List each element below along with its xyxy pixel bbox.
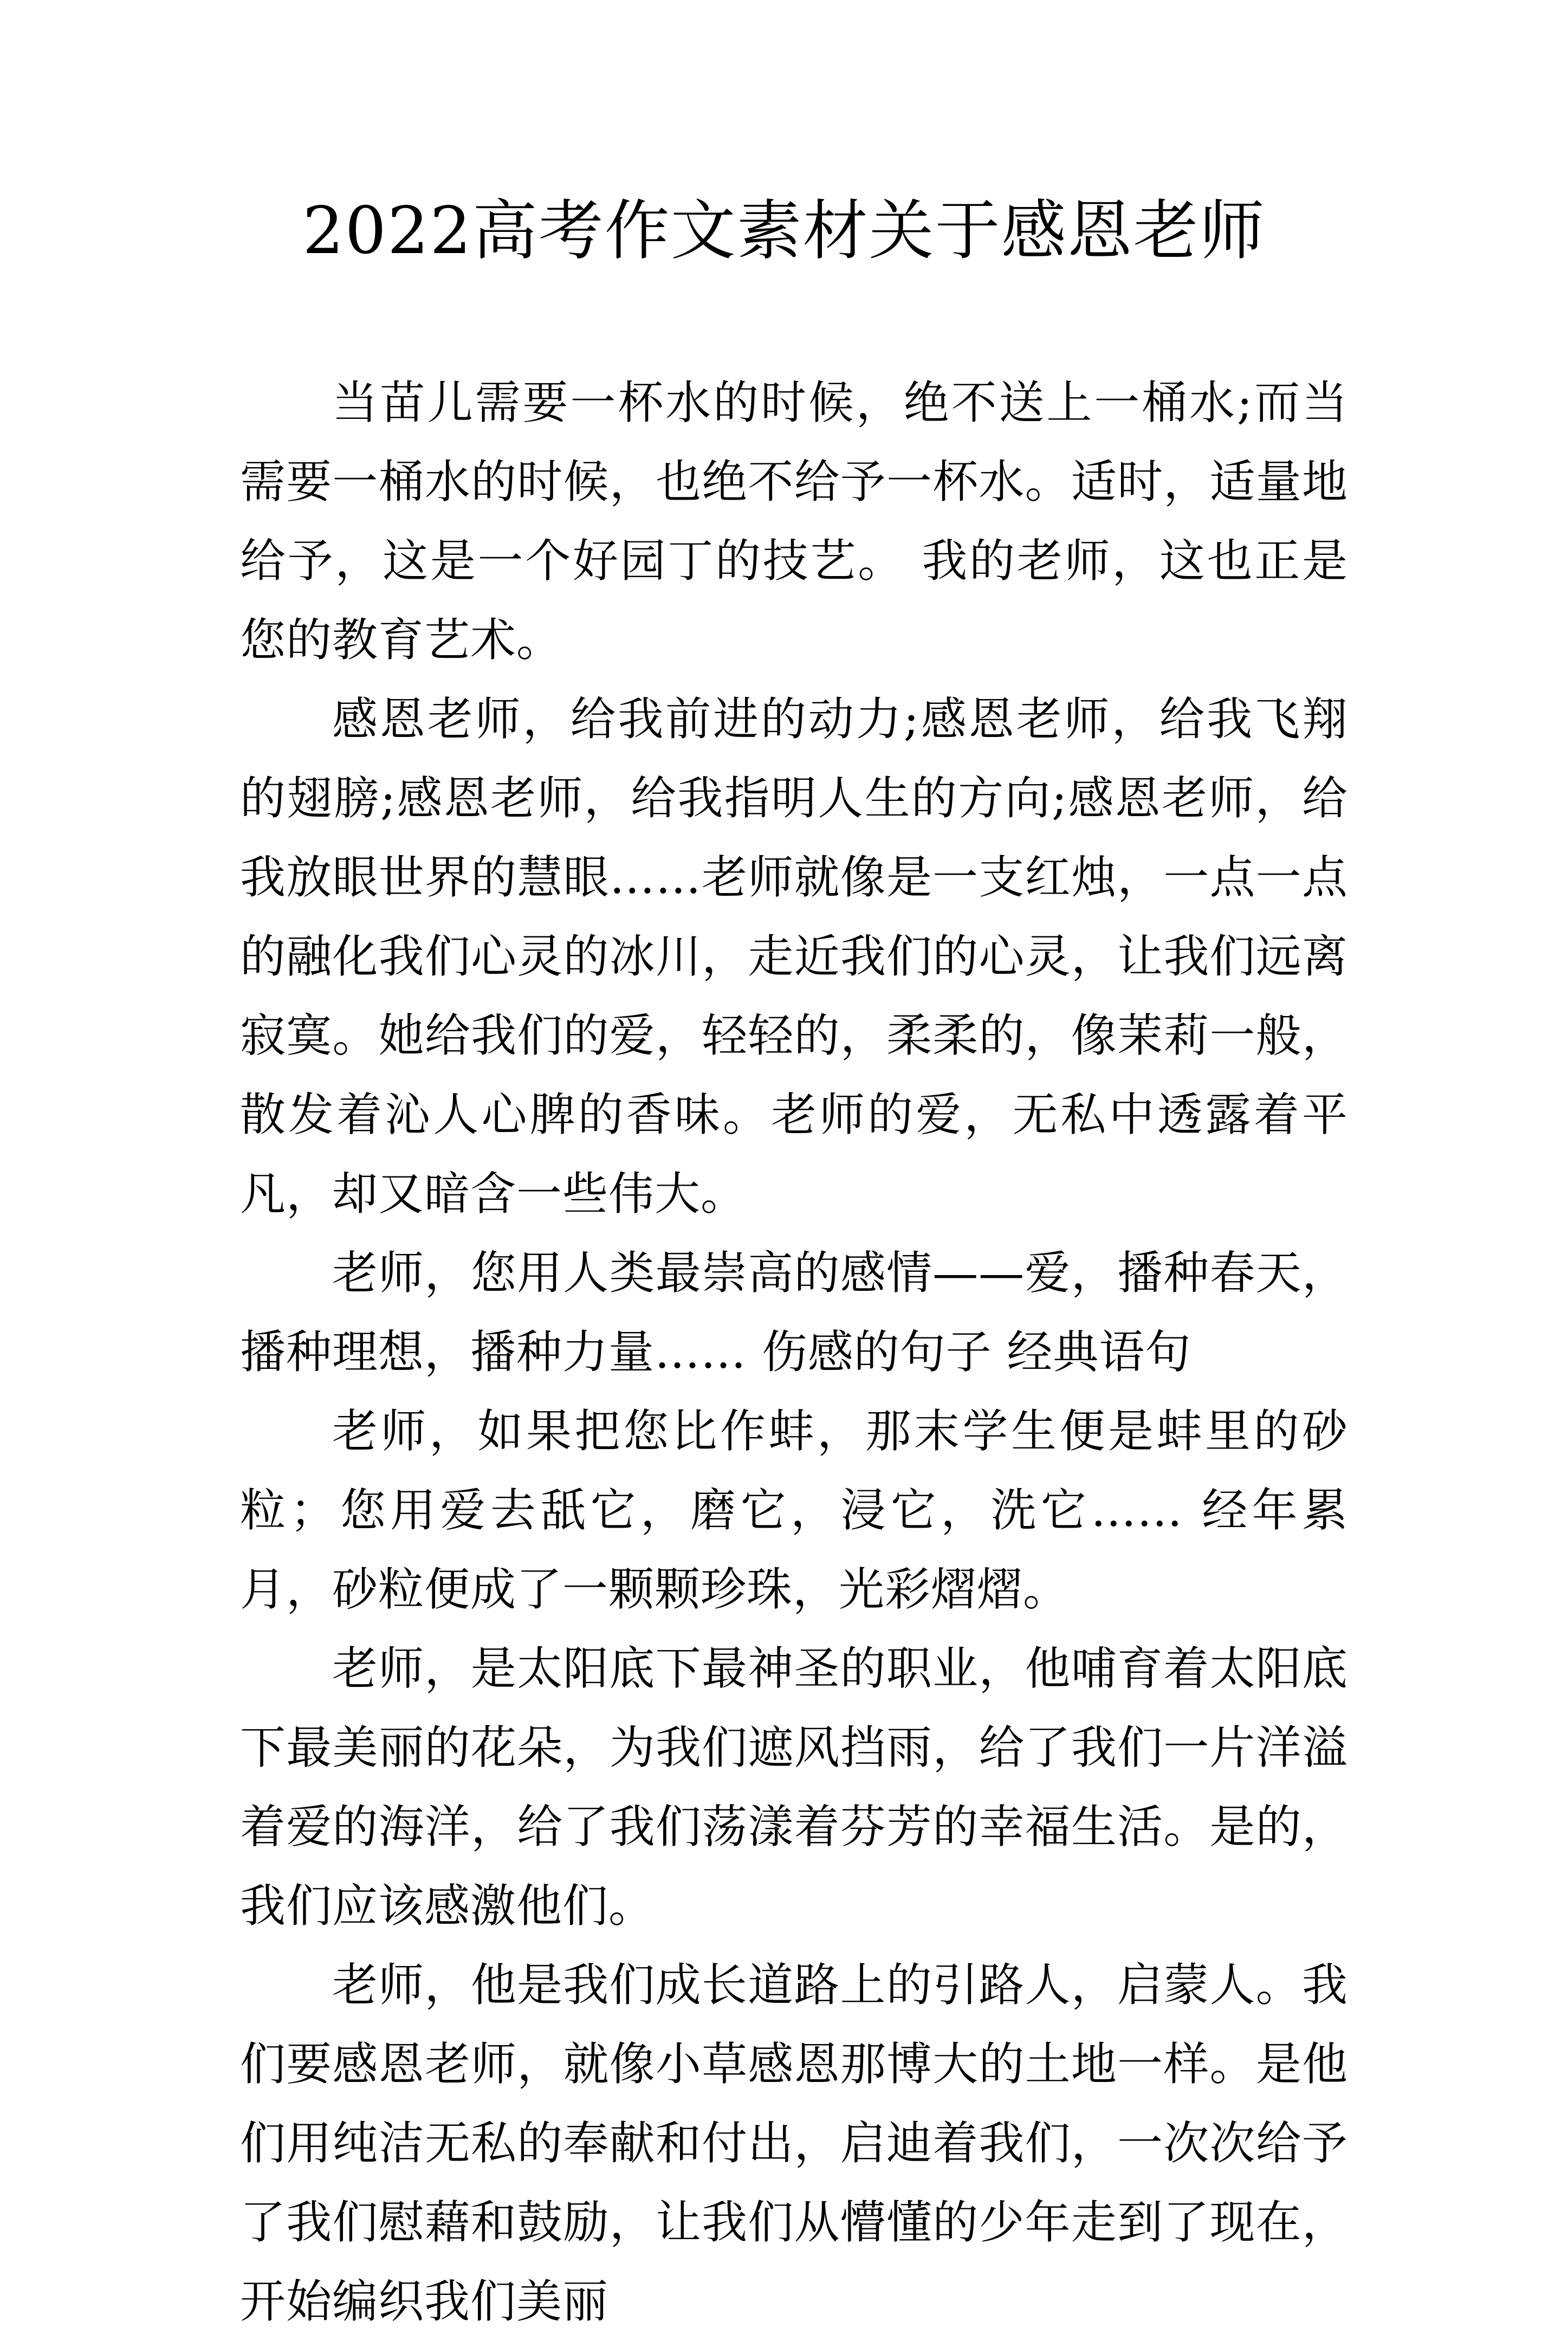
paragraph: 老师，如果把您比作蚌，那末学生便是蚌里的砂粒；您用爱去舐它，磨它，浸它，洗它…… 经年累月，砂粒便成了一颗颗珍珠，光彩熠熠。 [240, 1405, 1348, 1616]
paragraph: 老师，您用人类最崇高的感情——爱，播种春天，播种理想，播种力量…… 伤感的句子 经典语句 [240, 1246, 1348, 1379]
paragraph: 感恩老师，给我前进的动力;感恩老师，给我飞翔的翅膀;感恩老师，给我指明人生的方向;感恩老师，给我放眼世界的慧眼……老师就像是一支红烛，一点一点的融化我们心灵的冰川，走近我们的心灵，让我们远离寂寞。她给我们的爱，轻轻的，柔柔的，像茉莉一般，散发着沁人心脾的香味。老师的爱，无私中透露着平凡，却又暗含一些伟大。 [240, 693, 1348, 1220]
paragraph: 老师，他是我们成长道路上的引路人，启蒙人。我们要感恩老师，就像小草感恩那博大的土地一样。是他们用纯洁无私的奉献和付出，启迪着我们，一次次给予了我们慰藉和鼓励，让我们从懵懂的少年走到了现在，开始编织我们美丽 [240, 1958, 1348, 2328]
document-body [240, 363, 1348, 2341]
document-title: 2022高考作文素材关于感恩老师 [302, 193, 1266, 269]
paragraph: 老师，是太阳底下最神圣的职业，他哺育着太阳底下最美丽的花朵，为我们遮风挡雨，给了我们一片洋溢着爱的海洋，给了我们荡漾着芬芳的幸福生活。是的，我们应该感激他们。 [240, 1642, 1348, 1932]
paragraph: 当苗儿需要一杯水的时候，绝不送上一桶水;而当需要一桶水的时候，也绝不给予一杯水。适时，适量地给予，这是一个好园丁的技艺。 我的老师，这也正是您的教育艺术。 [240, 376, 1348, 667]
